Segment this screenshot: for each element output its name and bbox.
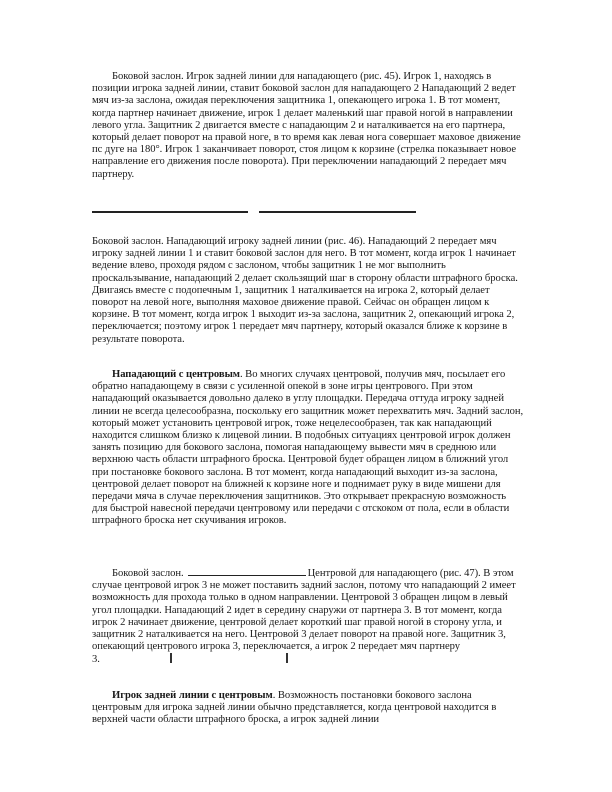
paragraph-side-screen-forward-for-guard xyxy=(92,236,524,346)
paragraph-last-line: 3. xyxy=(92,654,100,666)
paragraph-text: . Возможность постановки бокового заслона центровым для игрока задней линии обычно представляется, когда центровой находится в верхней части области штрафного броска, а игрок задней линии xyxy=(92,690,497,726)
paragraph-guard-with-center xyxy=(92,690,524,727)
paragraph-side-screen-guard-for-forward xyxy=(92,71,524,181)
paragraph-text: Центровой для нападающего (рис. 47). В этом случае центровой игрок 3 не может поставить задний заслон, потому что нападающий 2 имеет возможность для прохода только в одном направлении. Центровой 3 обращен лицом в левый угол площадки. Нападающий 2 идет в середину снаружи от партнера 3. В тот момент, когда игрок 2 начинает движение, центровой делает короткий шаг правой ногой в сторону угла, и защитник 2 наталкивается на него. Центровой 3 делает поворот на правой ноге. Защитник 3, опекающий центрового игрока 3, переключается, а игрок 2 передает мяч партнеру xyxy=(92,568,516,653)
missing-text-blank xyxy=(188,566,306,576)
paragraph-text: Боковой заслон. Нападающий игроку задней линии (рис. 46). Нападающий 2 передает мяч игроку задней линии 1 и ставит боковой заслон для него. В тот момент, когда игрок 1 начинает ведение влево, проходя рядом с заслоном, чтобы защитник 1 не мог выполнить проскальзывание, нападающий 2 делает скользящий шаг в сторону области штрафного броска. Двигаясь вместе с подопечным 1, защитник 1 наталкивается на игрока 2, который делает поворот на левой ноге, выполняя маховое движение правой. Сейчас он обращен лицом к корзине. В тот момент, когда игрок 1 выходит из-за заслона, защитник 2, опекающий игрока 2, переключается; поэтому игрок 1 передает мяч партнеру, который оказался ближе к корзине в результате поворота. xyxy=(92,236,518,345)
figure-marker-left xyxy=(170,653,172,663)
section-heading: Игрок задней линии с центровым xyxy=(112,690,273,701)
paragraph-text: Боковой заслон. Игрок задней линии для нападающего (рис. 45). Игрок 1, находясь в позиции игрока задней линии, ставит боковой заслон для нападающего 2 Нападающий 2 ведет мяч из-за заслона, ожидая переключения защитника 1, опекающего игрока 1. В тот момент, когда партнер начинает движение, игрок 1 делает маленький шаг правой ногой в направлении левого угла. Защитник 2 двигается вместе с нападающим 2 и наталкивается на его партнера, который делает поворот на правой ноге, в то время как левая нога совершает маховое движение пс дуге на 180°. Игрок 1 заканчивает поворот, стоя лицом к корзине (стрелка показывает новое направление его движения после поворота). При переключении нападающий 2 передает мяч партнеру. xyxy=(92,71,521,180)
figure-placeholder-rule-right xyxy=(259,211,416,213)
paragraph-side-screen-center-for-forward xyxy=(92,566,524,667)
paragraph-forward-with-center xyxy=(92,369,524,528)
paragraph-lead: Боковой заслон. xyxy=(112,568,184,579)
figure-marker-right xyxy=(286,653,288,663)
section-heading: Нападающий с центровым xyxy=(112,369,240,380)
figure-placeholder-rule-left xyxy=(92,211,248,213)
paragraph-text: . Во многих случаях центровой, получив мяч, посылает его обратно нападающему в связи с усиленной опекой в зоне игры центрового. При этом нападающий оказывается довольно далеко в углу площадки. Передача оттуда игроку задней линии не всегда целесообразна, поскольку его защитник может перехватить мяч. Задний заслон, который может установить центровой игрок, тоже нецелесообразен, так как нападающий находится слишком близко к лицевой линии. В подобных ситуациях центровой игрок должен занять позицию для бокового заслона, помогая нападающему вывести мяч в среднюю или верхнюю часть области штрафного броска. Центровой будет обращен лицом в ближний угол при постановке бокового заслона. В тот момент, когда нападающий выходит из-за заслона, центровой делает поворот на ближней к корзине ноге и поднимает руку в виде мишени для передачи мяча в случае переключения защитников. Это открывает прекрасную возможность для быстрой навесной передачи центровому или передачи с отскоком от пола, если в области штрафного броска нет скучивания игроков. xyxy=(92,369,524,527)
